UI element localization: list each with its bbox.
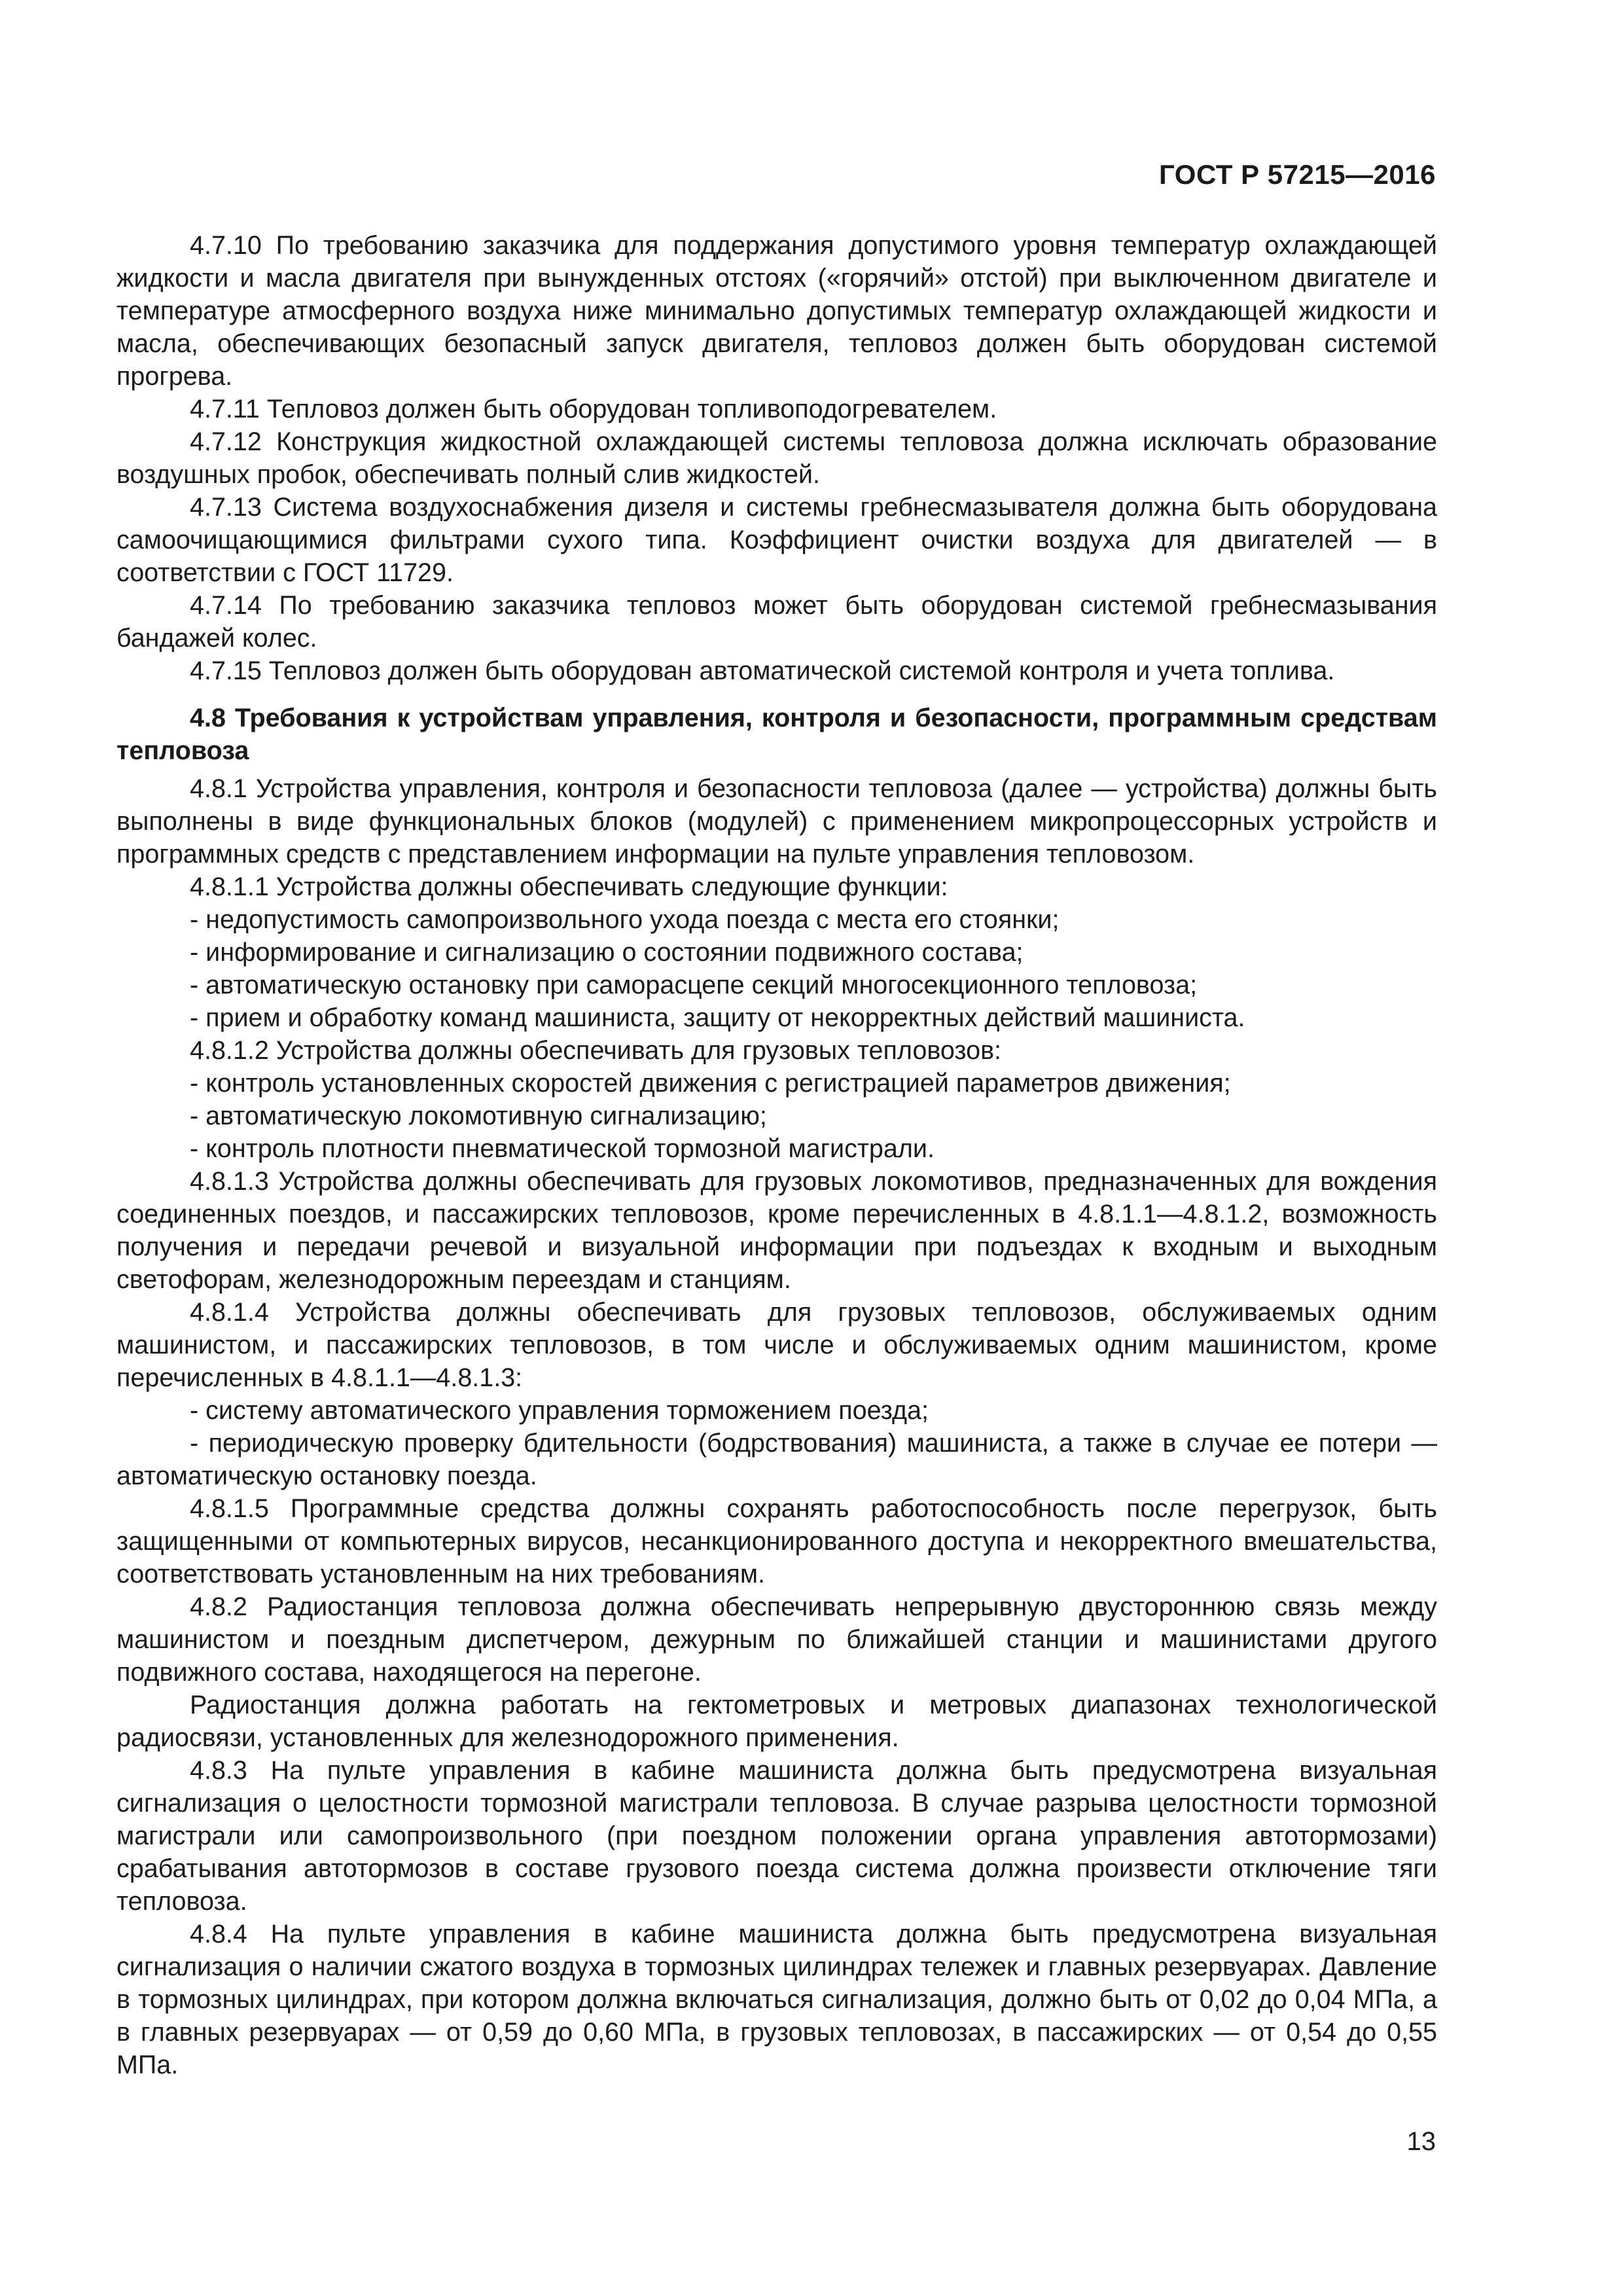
list-item: - информирование и сигнализацию о состоянии подвижного состава;	[190, 938, 1024, 967]
paragraph-4-7-15: 4.7.15 Тепловоз должен быть оборудован автоматической системой контроля и учета топлива.	[190, 656, 1335, 685]
list-item: - недопустимость самопроизвольного ухода поезда с места его стоянки;	[190, 905, 1060, 934]
paragraph-4-7-12: 4.7.12 Конструкция жидкостной охлаждающей системы тепловоза должна исключать образование воздушных пробок, обеспечивать полный слив жидкостей.	[116, 427, 1437, 489]
list-item: - автоматическую локомотивную сигнализацию;	[190, 1102, 767, 1130]
paragraph-4-8-3: 4.8.3 На пульте управления в кабине машиниста должна быть предусмотрена визуальная сигнализация о целостности тормозной магистрали тепловоза. В случае разрыва целостности тормозной магистрали или самопроизвольного (при поездном положении органа управления автотормозами) срабатывания автотормозов в составе грузового поезда система должна произвести отключение тяги тепловоза.	[116, 1756, 1437, 1916]
paragraph-4-7-14: 4.7.14 По требованию заказчика тепловоз может быть оборудован системой гребнесмазывания бандажей колес.	[116, 591, 1437, 653]
paragraph-4-8-1-5: 4.8.1.5 Программные средства должны сохранять работоспособность после перегрузок, быть защищенными от компьютерных вирусов, несанкционированного доступа и некорректного вмешательства, соответствовать установленным на них требованиям.	[116, 1494, 1437, 1588]
paragraph-4-7-13: 4.7.13 Система воздухоснабжения дизеля и системы гребнесмазывателя должна быть оборудована самоочищающимися фильтрами сухого типа. Коэффициент очистки воздуха для двигателей — в соответствии с ГОСТ 11729.	[116, 493, 1437, 587]
paragraph-4-8-1-1: 4.8.1.1 Устройства должны обеспечивать следующие функции:	[190, 872, 948, 901]
list-item: - систему автоматического управления торможением поезда;	[190, 1396, 929, 1425]
paragraph-4-8-1-3: 4.8.1.3 Устройства должны обеспечивать для грузовых локомотивов, предназначенных для вождения соединенных поездов, и пассажирских тепловозов, кроме перечисленных в 4.8.1.1—4.8.1.2, возможность получения и передачи речевой и визуальной информации при подъездах к входным и выходным светофорам, железнодорожным переездам и станциям.	[116, 1167, 1437, 1294]
page-number: 13	[1406, 2127, 1436, 2156]
list-item: - периодическую проверку бдительности (бодрствования) машиниста, а также в случае ее потери — автоматическую остановку поезда.	[116, 1429, 1437, 1490]
paragraph-4-8-2-continued: Радиостанция должна работать на гектометровых и метровых диапазонах технологической радиосвязи, установленных для железнодорожного применения.	[116, 1691, 1437, 1752]
paragraph-4-8-1-4: 4.8.1.4 Устройства должны обеспечивать для грузовых тепловозов, обслуживаемых одним машинистом, и пассажирских тепловозов, в том числе и обслуживаемых одним машинистом, кроме перечисленных в 4.8.1.1—4.8.1.3:	[116, 1298, 1437, 1392]
standard-code: ГОСТ Р 57215—2016	[1159, 159, 1436, 190]
paragraph-4-7-10: 4.7.10 По требованию заказчика для поддержания допустимого уровня температур охлаждающей жидкости и масла двигателя при вынужденных отстоях («горячий» отстой) при выключенном двигателе и температуре атмосферного воздуха ниже минимально допустимых температур охлаждающей жидкости и масла, обеспечивающих безопасный запуск двигателя, тепловоз должен быть оборудован системой прогрева.	[116, 231, 1437, 391]
paragraph-4-8-4: 4.8.4 На пульте управления в кабине машиниста должна быть предусмотрена визуальная сигнализация о наличии сжатого воздуха в тормозных цилиндрах тележек и главных резервуарах. Давление в тормозных цилиндрах, при котором должна включаться сигнализация, должно быть от 0,02 до 0,04 МПа, а в главных резервуарах — от 0,59 до 0,60 МПа, в грузовых тепловозах, в пассажирских — от 0,54 до 0,55 МПа.	[116, 1920, 1437, 2079]
paragraph-4-8-1-2: 4.8.1.2 Устройства должны обеспечивать для грузовых тепловозов:	[190, 1036, 1002, 1065]
section-title-4-8: 4.8 Требования к устройствам управления, контроля и безопасности, программным средствам тепловоза	[116, 704, 1437, 765]
paragraph-4-7-11: 4.7.11 Тепловоз должен быть оборудован топливоподогревателем.	[190, 395, 997, 423]
list-item: - автоматическую остановку при саморасцепе секций многосекционного тепловоза;	[190, 971, 1198, 999]
list-item: - прием и обработку команд машиниста, защиту от некорректных действий машиниста.	[190, 1003, 1245, 1032]
document-body	[116, 229, 1437, 2081]
list-item: - контроль плотности пневматической тормозной магистрали.	[190, 1134, 935, 1163]
paragraph-4-8-1: 4.8.1 Устройства управления, контроля и безопасности тепловоза (далее — устройства) должны быть выполнены в виде функциональных блоков (модулей) с применением микропроцессорных устройств и программных средств с представлением информации на пульте управления тепловозом.	[116, 774, 1437, 869]
list-item: - контроль установленных скоростей движения с регистрацией параметров движения;	[190, 1069, 1231, 1098]
paragraph-4-8-2: 4.8.2 Радиостанция тепловоза должна обеспечивать непрерывную двустороннюю связь между машинистом и поездным диспетчером, дежурным по ближайшей станции и машинистами другого подвижного состава, находящегося на перегоне.	[116, 1592, 1437, 1687]
